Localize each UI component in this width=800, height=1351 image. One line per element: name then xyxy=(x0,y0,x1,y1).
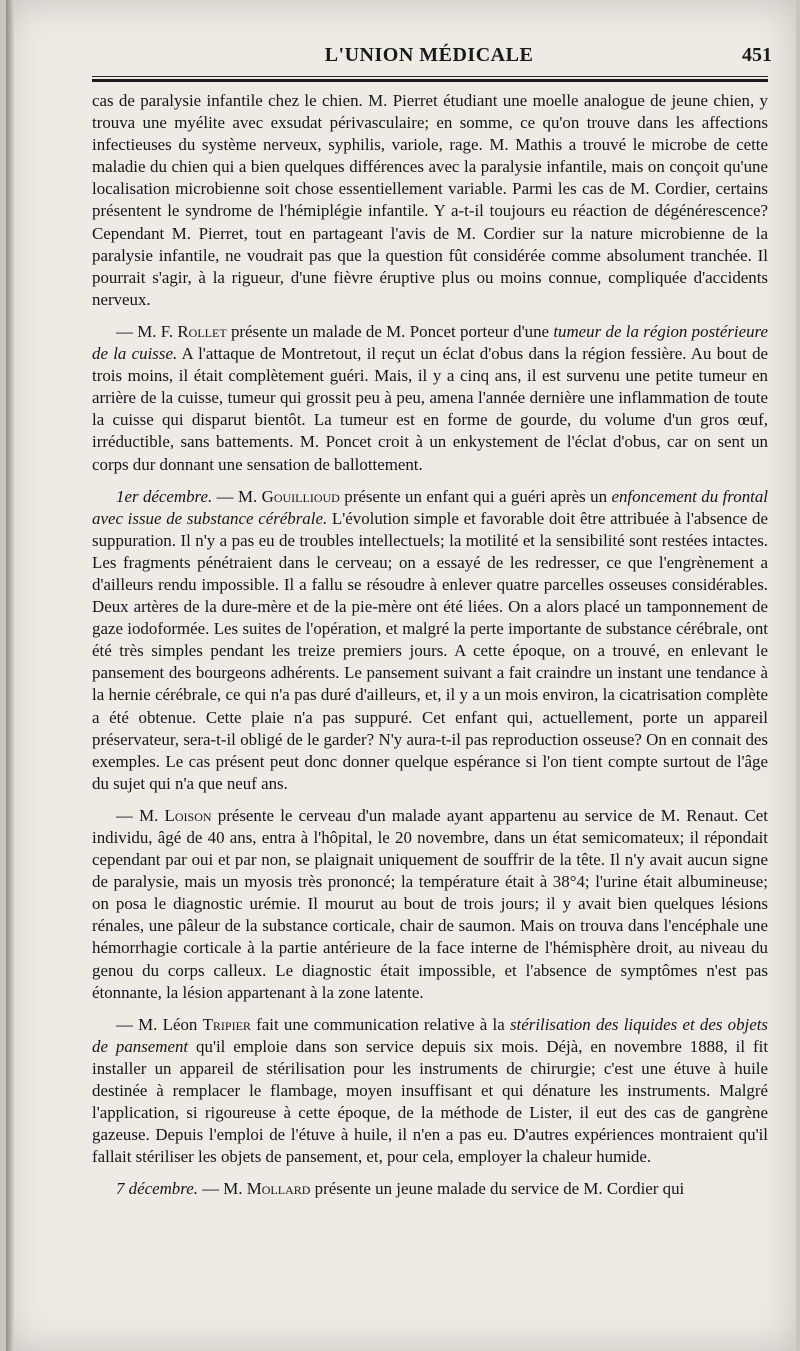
page-edge-shadow xyxy=(6,0,14,1351)
text-segment: Rollet xyxy=(177,321,227,341)
text-segment: présente un jeune malade du service de M. Cordier qui xyxy=(310,1179,685,1199)
page-number: 451 xyxy=(742,44,772,66)
paragraph-rollet xyxy=(92,321,768,476)
header-rule-thick xyxy=(92,79,768,82)
text-segment: Loison xyxy=(164,805,212,825)
header-rule-thin xyxy=(92,76,768,77)
text-segment: — M. Léon xyxy=(116,1014,203,1034)
text-segment: 7 décembre. xyxy=(116,1179,198,1199)
journal-page xyxy=(6,0,796,1351)
text-segment: fait une communication relative à la xyxy=(250,1014,510,1034)
text-segment: — M. F. xyxy=(116,321,178,341)
text-segment: Tripier xyxy=(202,1014,251,1034)
paragraph-gouillioud xyxy=(92,486,768,795)
paragraph-loison xyxy=(92,805,768,1004)
text-segment: Gouillioud xyxy=(261,486,340,506)
text-segment: présente un enfant qui a guéri après un xyxy=(339,486,612,506)
text-segment: 1er décembre. xyxy=(116,486,213,506)
text-segment: présente un malade de M. Poncet porteur d'une xyxy=(226,321,554,341)
text-segment: cas de paralysie infantile chez le chien. M. Pierret étudiant une moelle analogue de jeune chien, y trouva une myélite avec exsudat périvasculaire; en somme, ce qu'on trouve dans les affections infectieuses du système nerveux, syphilis, variole, rage. M. Mathis a trouvé le microbe de cette maladie du chien qui a bien quelques différences avec la paralysie infantile, mais on conçoit qu'une localisation microbienne soit chose essentiellement variable. Parmi les cas de M. Cordier, certains présentent le syndrome de l'hémiplégie infantile. Y a-t-il toujours eu réaction de dégénérescence? Cependant M. Pierret, tout en partageant l'avis de M. Cordier sur la nature microbienne de la paralysie infantile, ne voudrait pas que la question fût considérée comme absolument tranchée. Il pourrait s'agir, à la rigueur, d'une fièvre éruptive plus ou moins connue, compliquée d'accidents nerveux. xyxy=(92,91,768,309)
text-segment: enfoncement du frontal avec issue de substance cérébrale. xyxy=(92,486,768,528)
text-segment: — M. xyxy=(212,486,262,506)
text-segment: — M. xyxy=(116,805,165,825)
paragraph-paralysie xyxy=(92,90,768,311)
text-segment: stérilisation des liquides et des objets de pansement xyxy=(92,1014,768,1056)
paragraph-mollard xyxy=(92,1178,768,1200)
article-body xyxy=(92,90,768,1211)
text-segment: L'évolution simple et favorable doit être attribuée à l'absence de suppuration. Il n'y a pas eu de troubles intellectuels; la motilité et la sensibilité sont restées intactes. Les fragments pénétraient dans le cerveau; on a essayé de les redresser, ce que l'engrènement a d'ailleurs rendu impossible. Il a fallu se résoudre à enlever quatre parcelles osseuses considérables. Deux artères de la dure-mère et de la pie-mère ont été liées. On a alors placé un tamponnement de gaze iodoformée. Les suites de l'opération, et malgré la perte importante de substance cérébrale, ont été très simples pendant les treize premiers jours. A cette époque, on a trouvé, en enlevant le pansement des bourgeons adhérents. Le pansement suivant a fait craindre un instant une tendance à la hernie cérébrale, ce qui n'a pas duré d'ailleurs, et, il y a un mois environ, la cicatrisation complète a été obtenue. Cette plaie n'a pas suppuré. Cet enfant qui, actuellement, porte un appareil préservateur, sera-t-il obligé de le garder? N'y aura-t-il pas reproduction osseuse? On en connait des exemples. Le cas présent peut donc donner quelque espérance si l'on tient compte surtout de l'âge du sujet qui n'a que neuf ans. xyxy=(92,508,769,793)
text-segment: Mollard xyxy=(246,1179,311,1199)
paragraph-tripier xyxy=(92,1014,768,1169)
text-segment: tumeur de la région postérieure de la cuisse. xyxy=(92,321,768,364)
text-segment: — M. xyxy=(197,1179,247,1199)
running-header xyxy=(86,44,772,70)
text-segment: A l'attaque de Montretout, il reçut un éclat d'obus dans la région fessière. Au bout de trois moins, il était complètement guéri. Mais, il y a cinq ans, il est survenu une petite tumeur en arrière de la cuisse, tumeur qui grossit peu à peu, amena l'année dernière une inflammation de toute la cuisse qui disparut bientôt. La tumeur est en forme de gourde, du volume d'un gros œuf, irréductible, sans battements. M. Poncet croit à un enkystement de l'éclat d'obus, car on sent un corps dur donnant une sensation de ballottement. xyxy=(92,344,769,474)
text-segment: qu'il emploie dans son service depuis six mois. Déjà, en novembre 1888, il fit installer un appareil de stérilisation pour les instruments de chirurgie; c'est une étuve à huile destinée à remplacer le flambage, moyen insuffisant et qui dénature les instruments. Malgré l'application, si rigoureuse à cette époque, de la méthode de Lister, il eut des cas de gangrène gazeuse. Depuis l'emploi de l'étuve à huile, il n'en a pas eu. D'autres expériences montraient qu'il fallait stériliser les objets de pansement, et, pour cela, employer la chaleur humide. xyxy=(92,1036,769,1167)
journal-title: L'UNION MÉDICALE xyxy=(324,44,534,66)
text-segment: présente le cerveau d'un malade ayant appartenu au service de M. Renaut. Cet individu, âgé de 40 ans, entra à l'hôpital, le 20 novembre, dans un état semicomateux; il répondait cependant par oui et par non, se plaignait uniquement de souffrir de la tête. Il n'y avait aucun signe de paralysie, mais un myosis très prononcé; la température était à 38°4; l'urine était albumineuse; on posa le diagnostic urémie. Il mourut au bout de trois jours; il y avait bien quelques lésions rénales, une pâleur de la substance corticale, chair de saumon. Mais on trouva dans l'encéphale une hémorrhagie corticale à la partie antérieure de la face interne de l'hémisphère droit, au niveau du genou du corps calleux. Le diagnostic était impossible, et l'absence de symptômes n'est pas étonnante, la lésion appartenant à la zone latente. xyxy=(92,805,768,1002)
